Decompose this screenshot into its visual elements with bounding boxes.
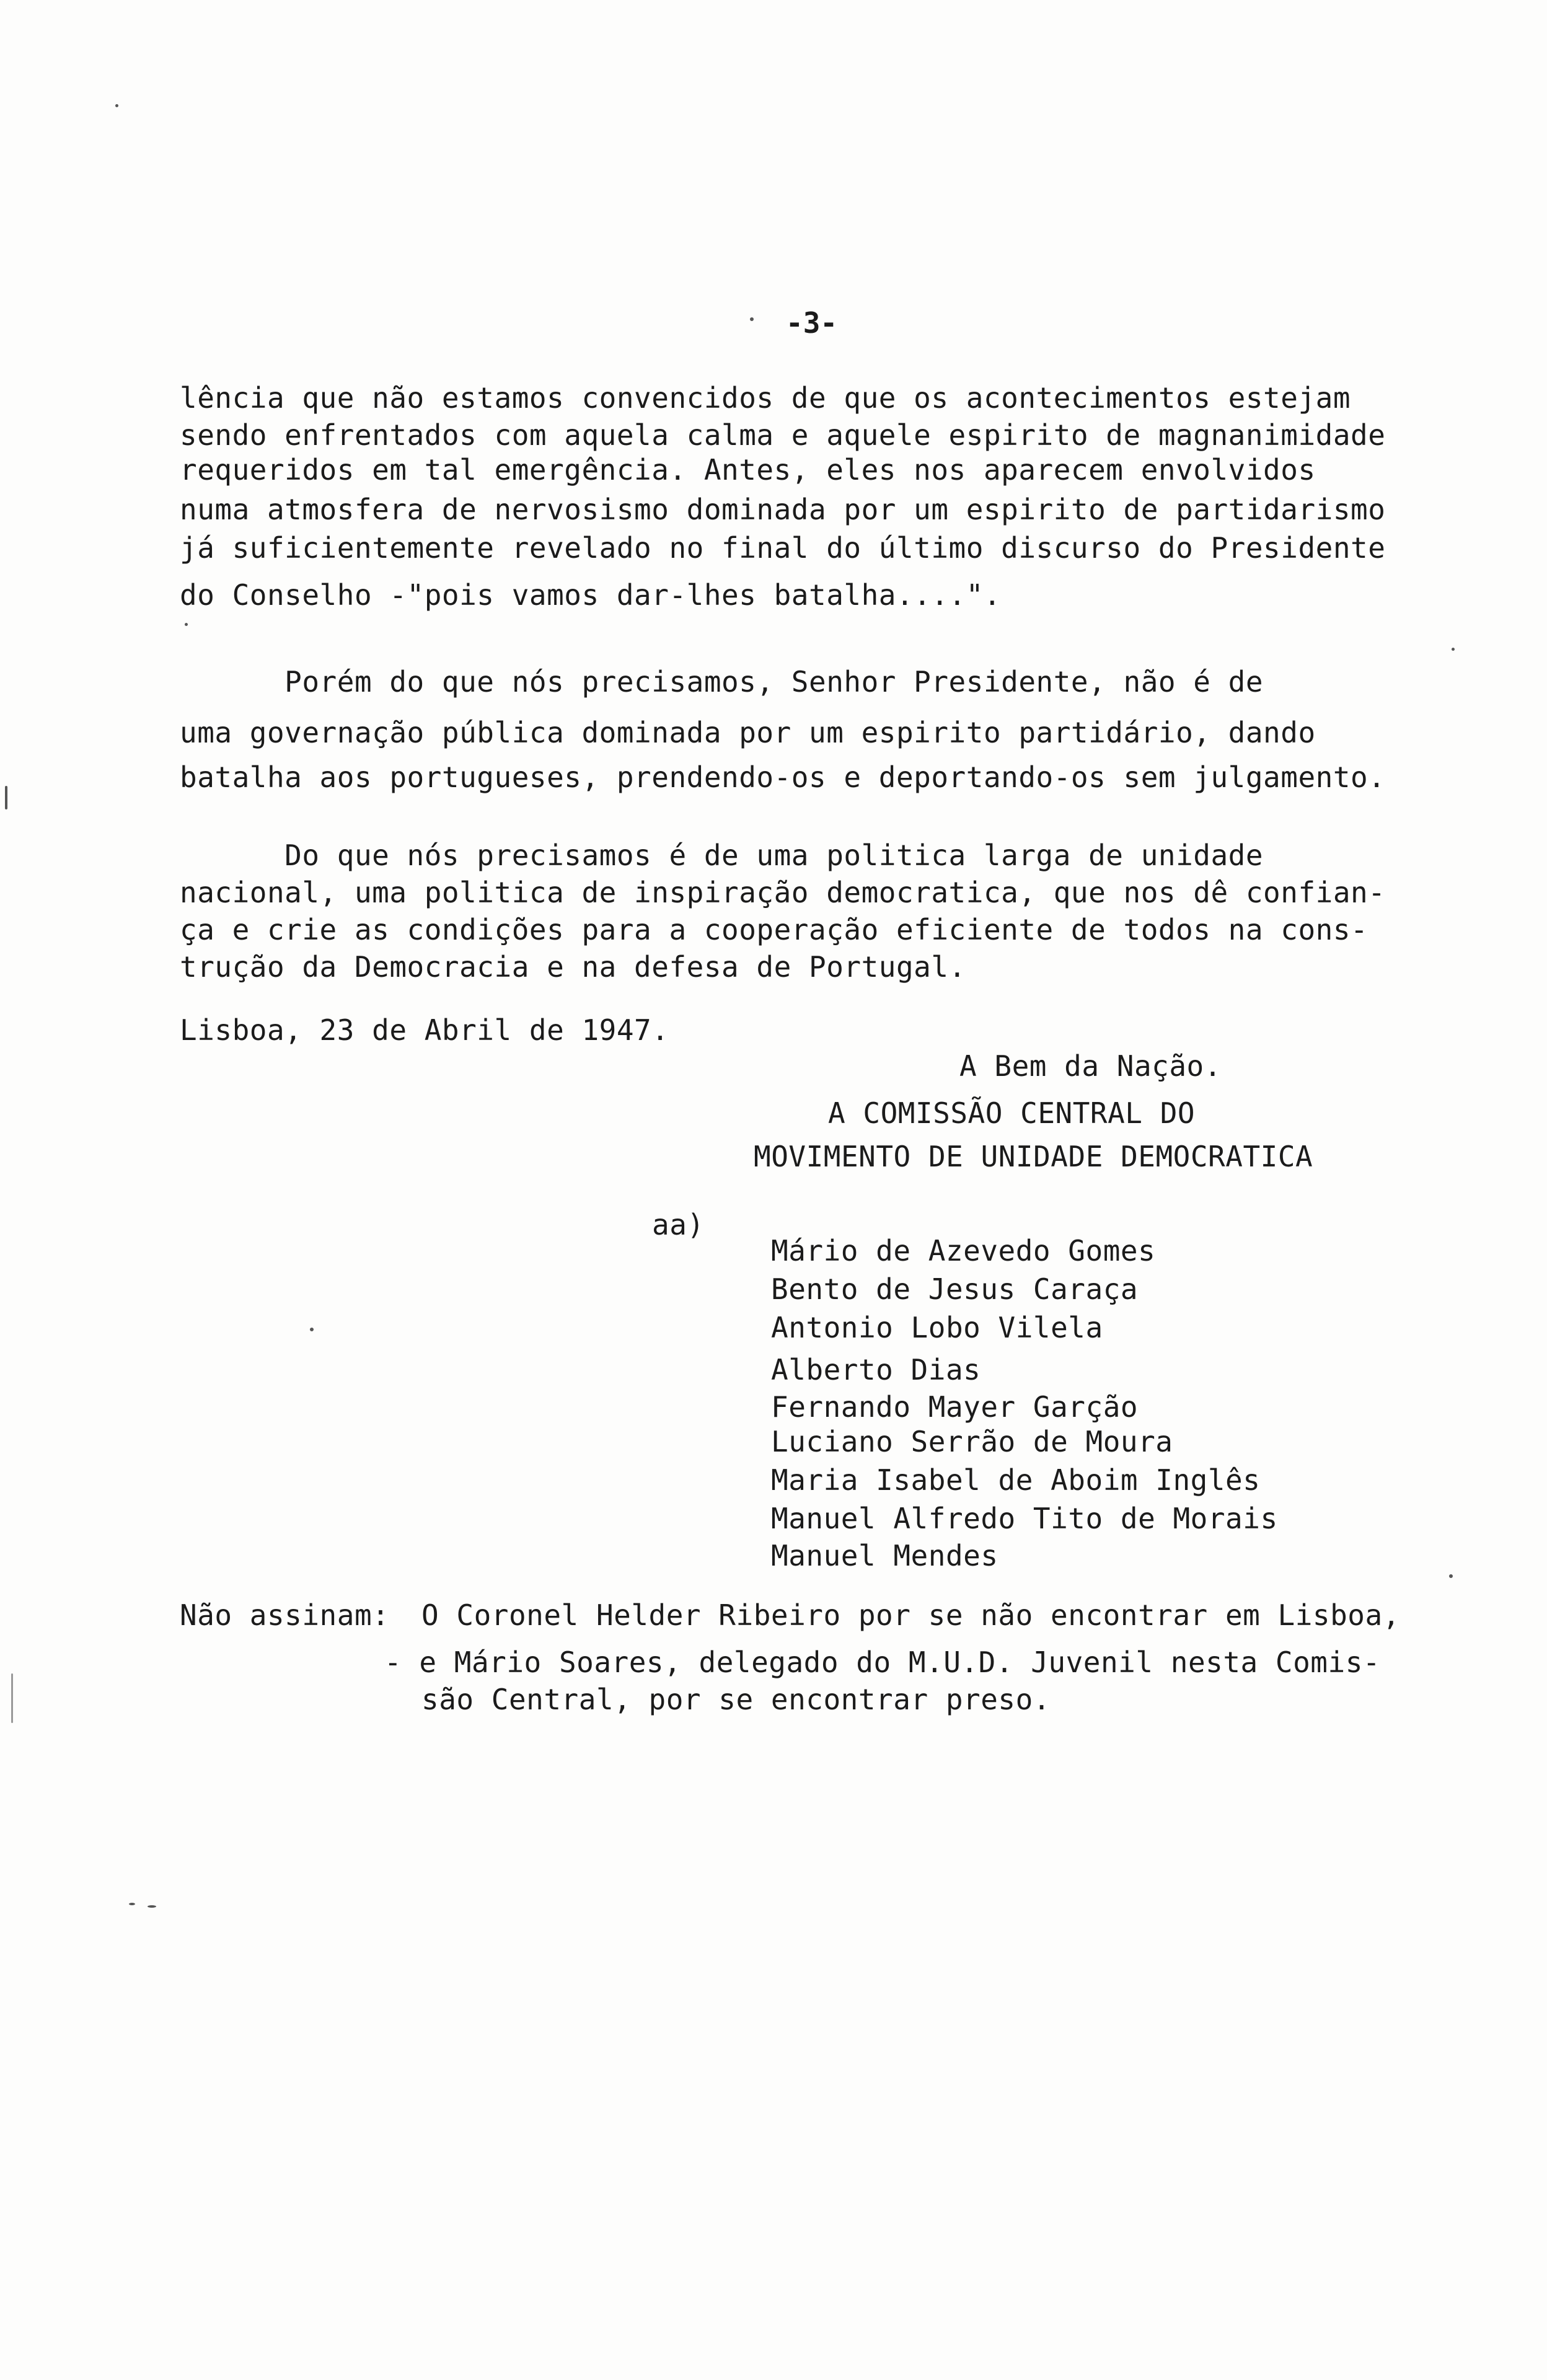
place-date: Lisboa, 23 de Abril de 1947. — [180, 1013, 669, 1047]
scan-speck — [129, 1903, 135, 1905]
paragraph-3-line-2: nacional, uma politica de inspiração democratica, que nos dê confian- — [180, 876, 1386, 909]
signatory-4: Alberto Dias — [771, 1353, 981, 1386]
signatory-3: Antonio Lobo Vilela — [771, 1311, 1103, 1344]
footnote-line-2: - e Mário Soares, delegado do M.U.D. Juvenil nesta Comis- — [384, 1646, 1381, 1679]
paragraph-1-line-1: lência que não estamos convencidos de que os acontecimentos estejam — [180, 381, 1351, 415]
signatory-5: Fernando Mayer Garção — [771, 1390, 1139, 1424]
signatory-7: Maria Isabel de Aboim Inglês — [771, 1463, 1261, 1497]
signatory-2: Bento de Jesus Caraça — [771, 1272, 1139, 1306]
scan-edge-mark — [5, 786, 7, 809]
scan-speck — [115, 104, 118, 107]
signatory-9: Manuel Mendes — [771, 1539, 998, 1572]
commission-title-2: MOVIMENTO DE UNIDADE DEMOCRATICA — [754, 1140, 1313, 1173]
paragraph-1-line-5: já suficientemente revelado no final do último discurso do Presidente — [180, 531, 1386, 565]
scan-speck — [1449, 1574, 1453, 1578]
scan-edge-mark — [11, 1673, 13, 1723]
page-number: -3- — [786, 306, 838, 340]
scan-speck — [750, 317, 754, 321]
footnote-line-1: O Coronel Helder Ribeiro por se não encontrar em Lisboa, — [421, 1598, 1400, 1632]
commission-title-1: A COMISSÃO CENTRAL DO — [828, 1096, 1196, 1130]
paragraph-1-line-3: requeridos em tal emergência. Antes, eles nos aparecem envolvidos — [180, 453, 1316, 487]
paragraph-2-line-3: batalha aos portugueses, prendendo-os e deportando-os sem julgamento. — [180, 760, 1386, 794]
paragraph-3-line-3: ça e crie as condições para a cooperação eficiente de todos na cons- — [180, 913, 1368, 946]
signed-marker: aa) — [652, 1208, 705, 1241]
paragraph-1-line-6: do Conselho -"pois vamos dar-lhes batalha....". — [180, 578, 1002, 612]
paragraph-3-line-4: trução da Democracia e na defesa de Portugal. — [180, 950, 966, 984]
signatory-6: Luciano Serrão de Moura — [771, 1425, 1173, 1458]
paragraph-1-line-2: sendo enfrentados com aquela calma e aquele espirito de magnanimidade — [180, 418, 1386, 452]
paragraph-2-line-2: uma governação pública dominada por um espirito partidário, dando — [180, 716, 1316, 749]
paragraph-2-line-1: Porém do que nós precisamos, Senhor Presidente, não é de — [180, 665, 1264, 699]
paragraph-3-line-1: Do que nós precisamos é de uma politica larga de unidade — [180, 839, 1264, 872]
signatory-1: Mário de Azevedo Gomes — [771, 1234, 1156, 1267]
footnote-label: Não assinam: — [180, 1598, 390, 1632]
scan-speck — [148, 1905, 156, 1908]
scan-speck — [310, 1328, 314, 1331]
footnote-line-3: são Central, por se encontrar preso. — [421, 1683, 1051, 1716]
scan-speck — [1452, 648, 1455, 651]
scan-speck — [185, 623, 188, 626]
paragraph-1-line-4: numa atmosfera de nervosismo dominada por um espirito de partidarismo — [180, 493, 1386, 526]
closing-salutation: A Bem da Nação. — [959, 1049, 1222, 1083]
signatory-8: Manuel Alfredo Tito de Morais — [771, 1502, 1278, 1535]
